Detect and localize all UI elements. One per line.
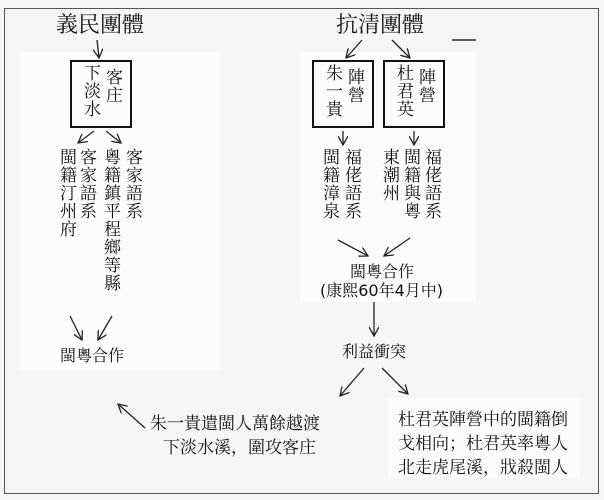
left-branch-col3: 客家語系	[76, 148, 96, 220]
arrow-du-branch-to-merge	[384, 238, 410, 256]
right-branch-col3: 福佬語系	[421, 148, 441, 220]
arrow-conflict-to-event	[340, 368, 364, 396]
right-title: 抗清團體	[336, 13, 425, 38]
left-box-col2: 下淡水	[80, 64, 100, 118]
left-event-line2: 下淡水溪，圍攻客庄	[163, 438, 316, 458]
left-branch-col1: 客家語系	[122, 148, 142, 220]
right-box-du-col1: 陣營	[415, 68, 435, 104]
right-merge-date: (康熙60年4月中)	[320, 281, 444, 300]
left-branch-col2: 粵籍鎮平程鄉等縣	[100, 148, 120, 292]
arrow-left-title-to-box	[97, 40, 99, 58]
right-box-zhu-col1: 陣營	[344, 68, 364, 104]
right-merge-label: 閩粵合作	[350, 262, 415, 281]
outcome-line1: 杜君英陣營中的閩籍倒	[398, 410, 568, 430]
right-branch-col2: 閩籍漳泉	[319, 148, 339, 220]
outcome-line3: 北走虎尾溪，戕殺閩人	[398, 458, 568, 478]
arrow-event-to-left-merge	[118, 404, 145, 428]
arrow-right-title-to-du	[392, 40, 410, 58]
conflict-label: 利益衝突	[342, 342, 407, 361]
arrow-left-box-to-yue	[106, 131, 121, 143]
right-branch-col4: 閩籍與粵	[400, 148, 420, 220]
arrow-left-yue-to-merge	[98, 316, 112, 340]
arrow-zhu-branch-to-merge	[338, 240, 368, 256]
outcome-line2: 戈相向；杜君英率粵人	[398, 434, 568, 454]
arrow-left-box-to-hakka	[78, 131, 94, 143]
left-merge-label: 閩粵合作	[60, 346, 125, 365]
left-title: 義民團體	[56, 13, 145, 38]
left-branch-col4: 閩籍汀州府	[56, 148, 76, 238]
right-box-du-col2: 杜君英	[393, 64, 413, 118]
arrow-left-hakka-to-merge	[70, 316, 82, 340]
right-branch-col1: 福佬語系	[341, 148, 361, 220]
left-event-line1: 朱一貴遣閩人萬餘越渡	[150, 414, 320, 434]
right-box-zhu-col2: 朱一貴	[322, 64, 342, 118]
arrow-conflict-to-outcome	[382, 368, 408, 394]
right-branch-col5: 東潮州	[379, 148, 399, 202]
left-box-col1: 客庄	[102, 68, 122, 104]
arrow-right-title-to-zhu	[346, 40, 362, 58]
